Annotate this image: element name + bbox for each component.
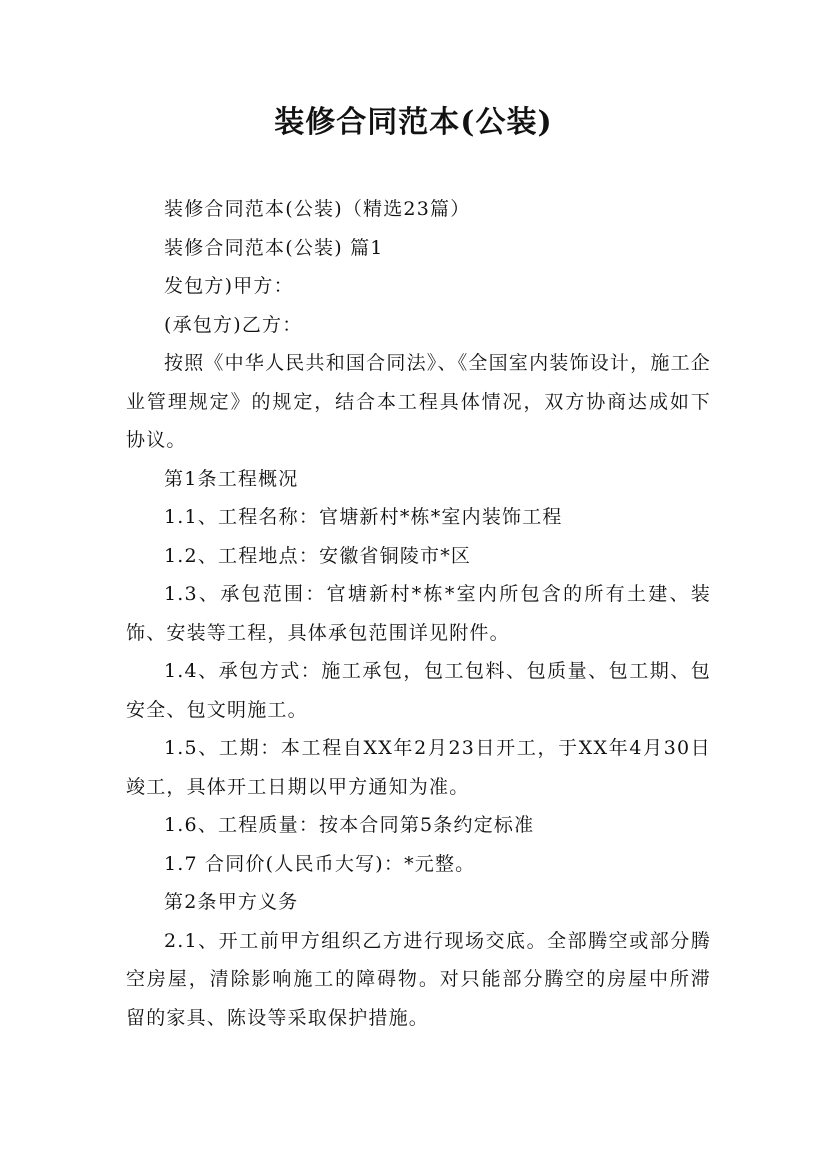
paragraph-clause-1-1: 1.1、工程名称：官塘新村*栋*室内装饰工程	[164, 506, 563, 528]
paragraph-preamble: 按照《中华人民共和国合同法》、《全国室内装饰设计，施工企业管理规定》的规定，结合本工程具体情况，双方协商达成如下协议。	[126, 352, 711, 451]
paragraph-clause-1-5: 1.5、工期：本工程自XX年2月23日开工，于XX年4月30日竣工，具体开工日期以甲方通知为准。	[126, 737, 711, 798]
paragraph-section-heading: 装修合同范本(公装) 篇1	[164, 236, 384, 259]
paragraph-clause-1-4: 1.4、承包方式：施工承包，包工包料、包质量、包工期、包安全、包文明施工。	[126, 660, 711, 721]
paragraph-clause-1-6: 1.6、工程质量：按本合同第5条约定标准	[164, 814, 535, 836]
paragraph-clause-1-7: 1.7 合同价(人民币大写)：*元整。	[164, 852, 476, 875]
paragraph-party-b: (承包方)乙方：	[164, 313, 303, 336]
paragraph-party-a: 发包方)甲方：	[164, 275, 294, 297]
paragraph-clause-1-2: 1.2、工程地点：安徽省铜陵市*区	[164, 544, 472, 567]
paragraph-subtitle: 装修合同范本(公装)（精选23篇）	[164, 198, 471, 220]
paragraph-clause-2-1: 2.1、开工前甲方组织乙方进行现场交底。全部腾空或部分腾空房屋，清除影响施工的障碍物。对只能部分腾空的房屋中所滞留的家具、陈设等采取保护措施。	[126, 929, 711, 1029]
document-title: 装修合同范本(公装)	[274, 105, 553, 140]
document-body	[126, 190, 711, 1037]
paragraph-clause-1-3: 1.3、承包范围：官塘新村*栋*室内所包含的所有土建、装饰、安装等工程，具体承包范围详见附件。	[126, 583, 711, 644]
paragraph-article-1: 第1条工程概况	[164, 467, 299, 490]
paragraph-article-2: 第2条甲方义务	[164, 891, 299, 913]
